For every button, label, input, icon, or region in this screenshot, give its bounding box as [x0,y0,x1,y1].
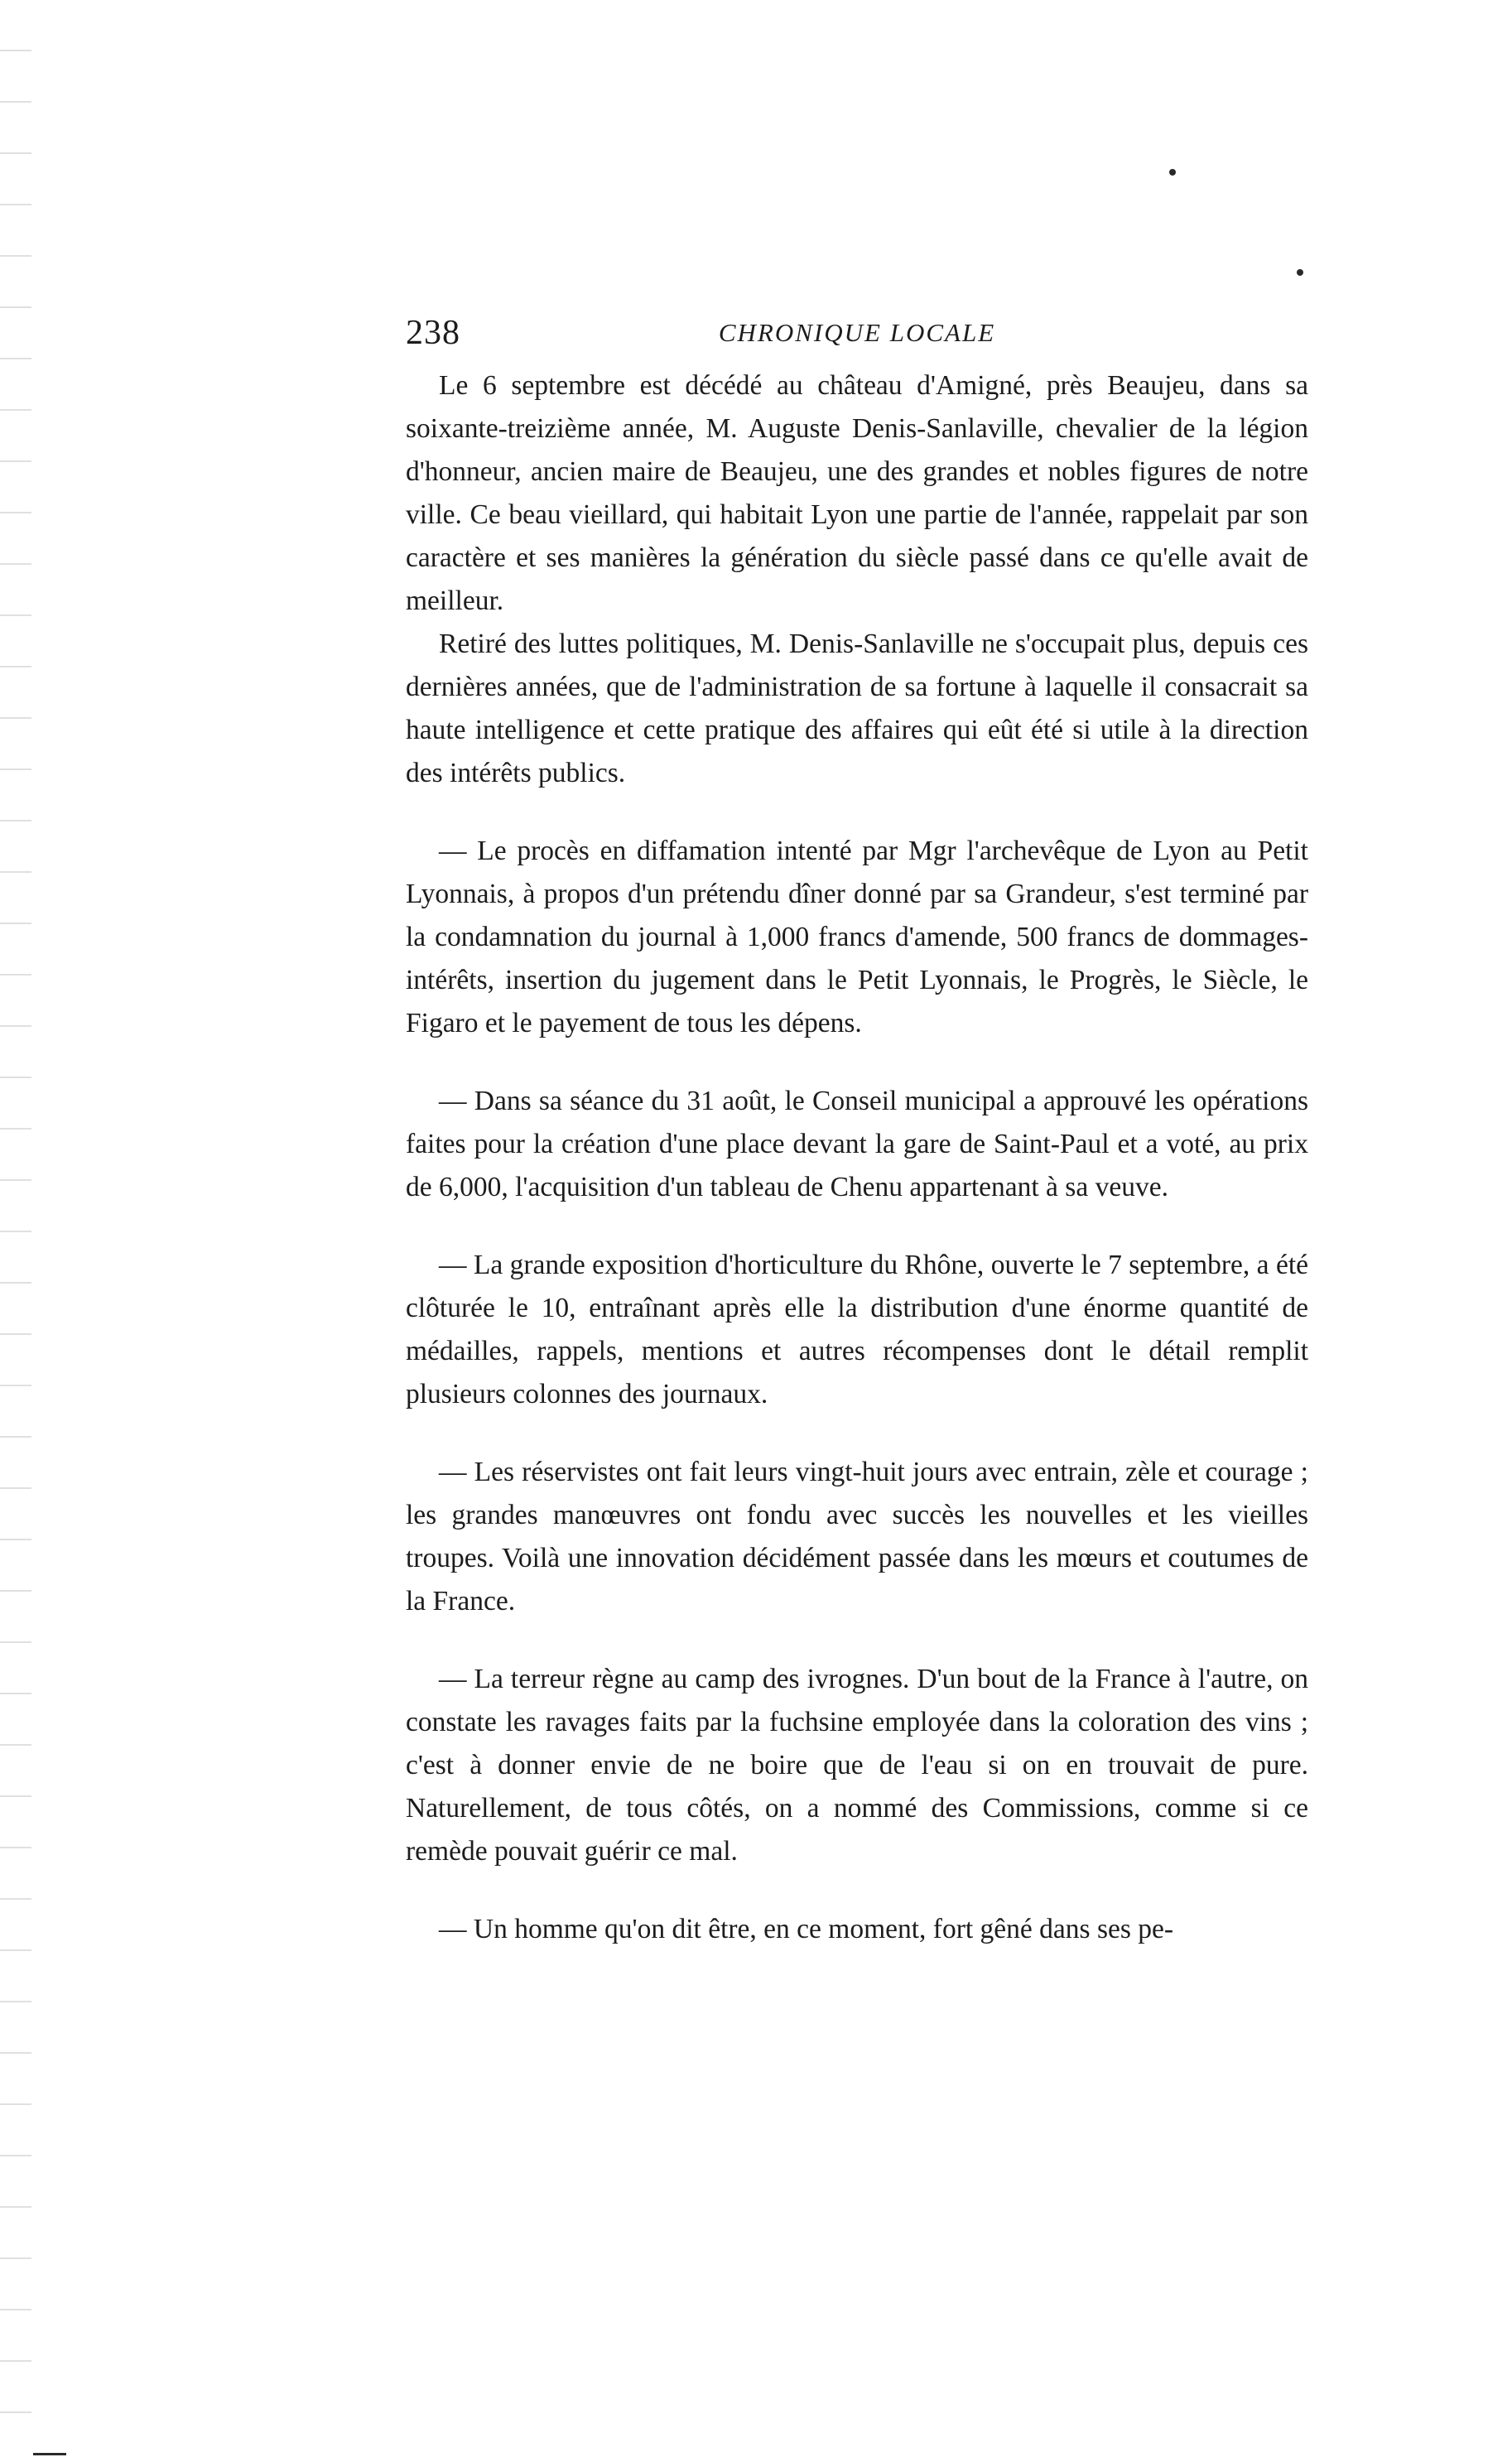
body-text [406,364,1308,1951]
scan-speck [1169,169,1176,176]
paragraph: — Dans sa séance du 31 août, le Conseil municipal a approuvé les opérations faites pour la création d'une place devant la gare de Saint-Paul et a voté, au prix de 6,000, l'acquisition d'un tableau de Chenu appartenant à sa veuve. [406,1086,1308,1202]
running-head: CHRONIQUE LOCALE [718,318,996,347]
paragraph: — La grande exposition d'horticulture du Rhône, ouverte le 7 septembre, a été clôturée le 10, entraînant après elle la distribution d'une énorme quantité de médailles, rappels, mentions et autres récompenses dont le détail remplit plusieurs colonnes des journaux. [406,1250,1308,1409]
page-header [406,313,1308,363]
paragraph: Retiré des luttes politiques, M. Denis-Sanlaville ne s'occupait plus, depuis ces dernières années, que de l'administration de sa fortune à laquelle il consacrait sa haute intelligence et cette pratique des affaires qui eût été si utile à la direction des intérêts publics. [406,629,1308,788]
page-number: 238 [406,314,460,352]
scan-bottom-mark [33,2453,66,2455]
paragraph: — La terreur règne au camp des ivrognes. D'un bout de la France à l'autre, on constate les ravages faits par la fuchsine employée dans la coloration des vins ; c'est à donner envie de ne boire que de l'eau si on en trouvait de pure. Naturellement, de tous côtés, on a nommé des Commissions, comme si ce remède pouvait guérir ce mal. [406,1664,1308,1867]
paragraph: — Un homme qu'on dit être, en ce moment, fort gêné dans ses pe- [439,1914,1174,1944]
scan-speck [1297,269,1303,276]
paragraph: — Les réservistes ont fait leurs vingt-huit jours avec entrain, zèle et courage ; les grandes manœuvres ont fondu avec succès les nouvelles et les vieilles troupes. Voilà une innovation décidément passée dans les mœurs et coutumes de la France. [406,1457,1308,1616]
paragraph: — Le procès en diffamation intenté par Mgr l'archevêque de Lyon au Petit Lyonnais, à propos d'un prétendu dîner donné par sa Grandeur, s'est terminé par la condamnation du journal à 1,000 francs d'amende, 500 francs de dommages-intérêts, insertion du jugement dans le Petit Lyonnais, le Progrès, le Siècle, le Figaro et le payement de tous les dépens. [406,836,1308,1038]
scan-left-edge [0,0,31,2462]
paragraph: Le 6 septembre est décédé au château d'Amigné, près Beaujeu, dans sa soixante-treizième année, M. Auguste Denis-Sanlaville, chevalier de la légion d'honneur, ancien maire de Beaujeu, une des grandes et nobles figures de notre ville. Ce beau vieillard, qui habitait Lyon une partie de l'année, rappelait par son caractère et ses manières la génération du siècle passé dans ce qu'elle avait de meilleur. [406,370,1308,616]
